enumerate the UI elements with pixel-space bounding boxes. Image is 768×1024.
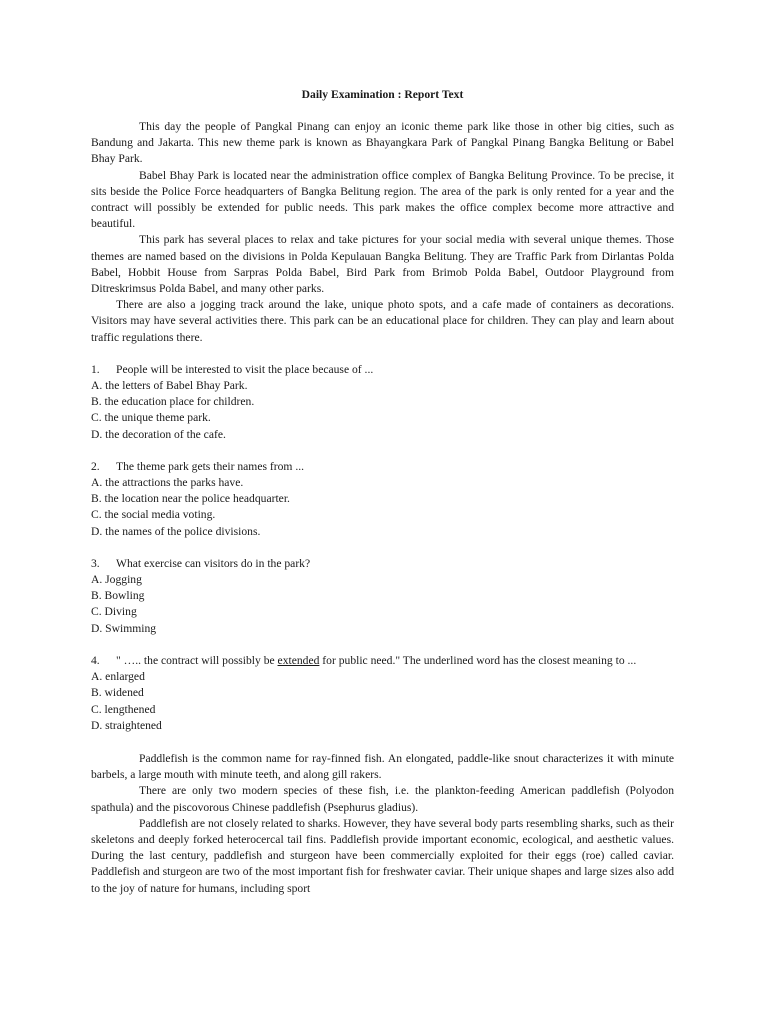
question-stem-after: for public need." The underlined word has the closest meaning to ...	[319, 653, 637, 667]
question-list	[91, 362, 674, 734]
answer-option: D. straightened	[91, 718, 162, 732]
question-stem: What exercise can visitors do in the park?	[116, 556, 311, 570]
question-number: 1.	[91, 362, 100, 376]
question-stem-before: " ….. the contract will possibly be	[116, 653, 278, 667]
document-page	[91, 80, 674, 897]
paragraph: There are also a jogging track around the lake, unique photo spots, and a cafe made of containers as decorations. Visitors may have several activities there. This park can be an educational place for children. They can play and learn about traffic regulations there.	[91, 298, 674, 344]
answer-option: B. widened	[91, 686, 144, 700]
answer-option: A. Jogging	[91, 573, 142, 587]
question-stem: People will be interested to visit the place because of ...	[116, 362, 374, 376]
answer-option: B. the education place for children.	[91, 395, 255, 409]
paragraph: Babel Bhay Park is located near the administration office complex of Bangka Belitung Province. To be precise, it sits beside the Police Force headquarters of Bangka Belitung region. The area of the park is only rented for a year and the contract will possibly be extended for public needs. This park makes the office complex become more attractive and beautiful.	[91, 168, 674, 231]
answer-option: D. the names of the police divisions.	[91, 524, 261, 538]
answer-option: B. the location near the police headquarter.	[91, 492, 290, 506]
paragraph: Paddlefish is the common name for ray-finned fish. An elongated, paddle-like snout characterizes it with minute barbels, a large mouth with minute teeth, and along gill rakers.	[91, 751, 674, 782]
paragraph: There are only two modern species of these fish, i.e. the plankton-feeding American paddlefish (Polyodon spathula) and the piscovorous Chinese paddlefish (Psephurus gladius).	[91, 784, 674, 814]
question-number: 3.	[91, 556, 100, 570]
answer-option: C. the social media voting.	[91, 508, 216, 522]
passage-paddlefish	[91, 751, 674, 897]
question-number: 2.	[91, 459, 100, 473]
question-number: 4.	[91, 653, 100, 667]
answer-option: C. the unique theme park.	[91, 411, 211, 425]
paragraph: This day the people of Pangkal Pinang can enjoy an iconic theme park like those in other big cities, such as Bandung and Jakarta. This new theme park is known as Bhayangkara Park of Pangkal Pinang Bangka Belitung or Babel Bhay Park.	[91, 120, 674, 166]
answer-option: A. the letters of Babel Bhay Park.	[91, 379, 248, 393]
paragraph: Paddlefish are not closely related to sharks. However, they have several body parts resembling sharks, such as their skeletons and deeply forked heterocercal tail fins. Paddlefish provide important economic, ecological, and aesthetic values. During the last century, paddlefish and sturgeon have been commercially exploited for their eggs (roe) called caviar. Paddlefish and sturgeon are two of the most important fish for freshwater caviar. Their unique shapes and large sizes also add to the joy of nature for humans, including sport	[91, 816, 674, 895]
question-item	[91, 556, 674, 637]
answer-option: D. the decoration of the cafe.	[91, 427, 226, 441]
answer-option: B. Bowling	[91, 589, 145, 603]
answer-option: A. the attractions the parks have.	[91, 476, 244, 490]
question-item	[91, 362, 674, 443]
answer-option: D. Swimming	[91, 621, 157, 635]
paragraph: This park has several places to relax and take pictures for your social media with several unique themes. Those themes are named based on the divisions in Polda Kepulauan Bangka Belitung. They are Traffic Park from Dirlantas Polda Babel, Hobbit House from Sarpras Polda Babel, Bird Park from Brimob Polda Babel, Outdoor Playground from Ditreskrimsus Polda Babel, and many other parks.	[91, 233, 674, 296]
answer-option: A. enlarged	[91, 670, 145, 684]
underlined-word: extended	[277, 653, 320, 667]
question-item	[91, 653, 674, 734]
passage-babel-bhay-park	[91, 119, 674, 346]
document-title: Daily Examination : Report Text	[301, 88, 464, 101]
question-stem: The theme park gets their names from ...	[116, 459, 305, 473]
answer-option: C. lengthened	[91, 702, 156, 716]
question-item	[91, 459, 674, 540]
answer-option: C. Diving	[91, 605, 137, 619]
